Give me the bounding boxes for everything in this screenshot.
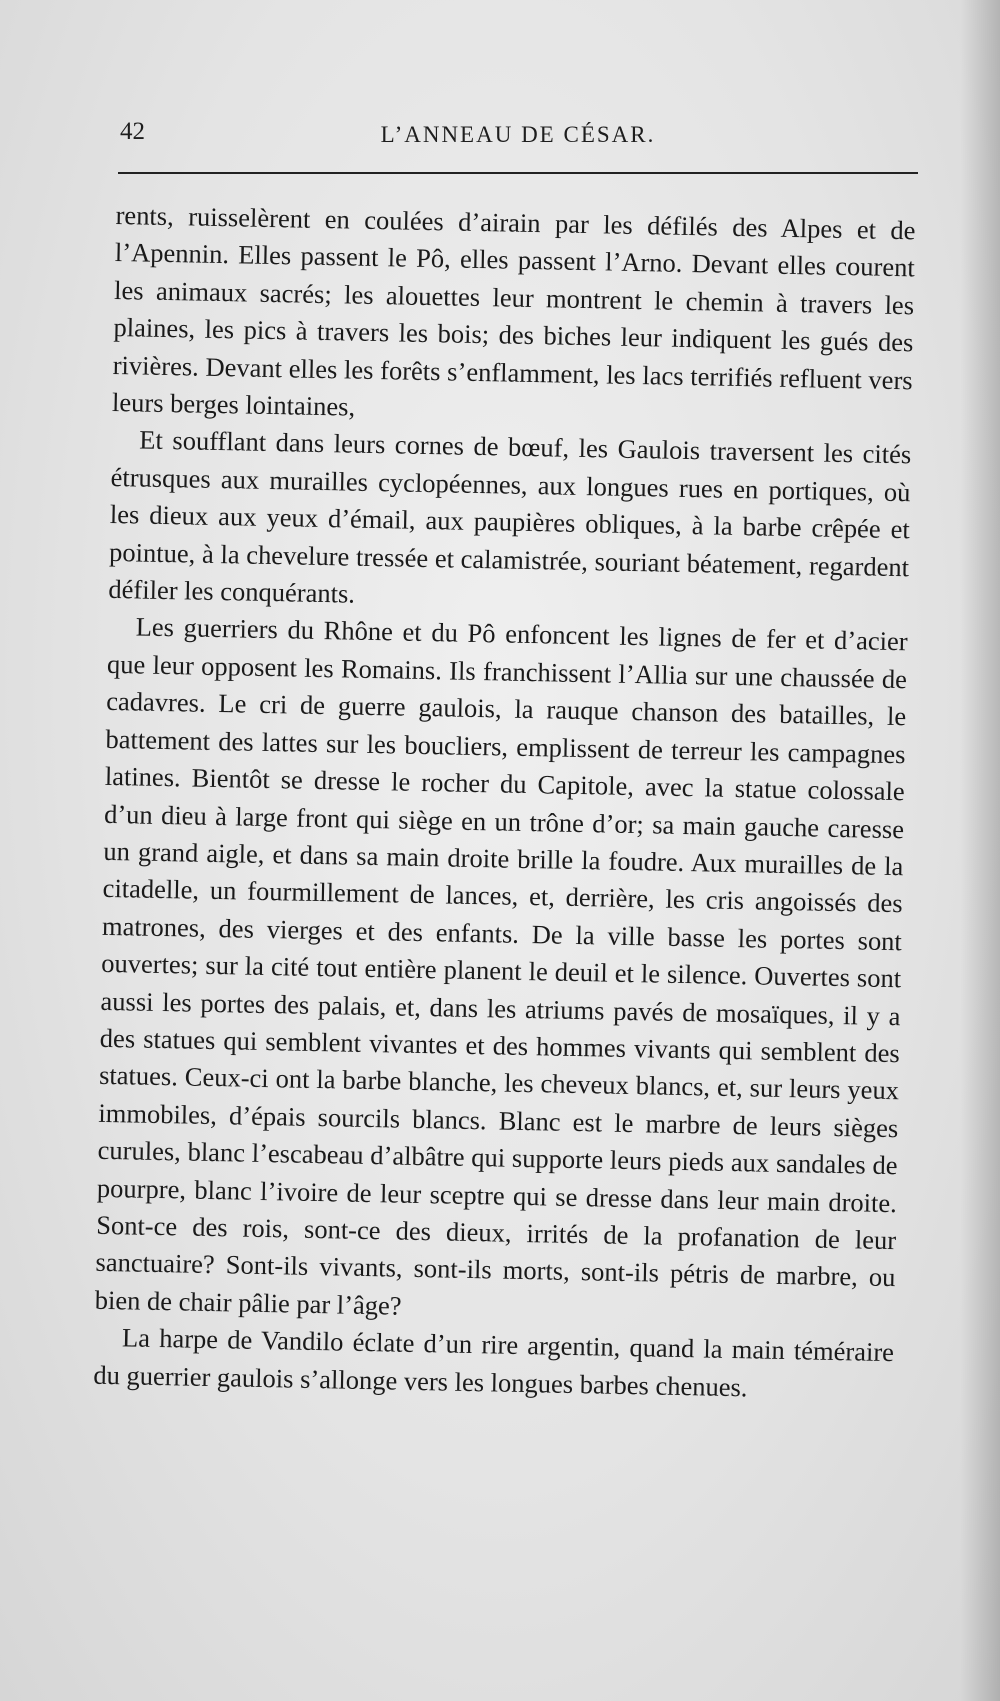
paragraph: rents, ruisselèrent en coulées d’airain par les défilés des Alpes et de l’Apennin. Elles passent le Pô, elles passent l’Arno. Devant elles courent les animaux sacrés; les alouettes leur montrent le chemin à travers les plaines, les pics à travers les bois; des biches leur indiquent les gués des rivières. Devant elles les forêts s’enflamment, les lacs terrifiés refluent vers leurs berges lointaines, (111, 199, 916, 422)
page-number: 42 (120, 118, 145, 145)
page-header (118, 118, 918, 158)
header-rule (118, 172, 918, 174)
body-text (93, 197, 916, 1409)
running-title: L’ANNEAU DE CÉSAR. (380, 122, 656, 147)
page-edge-shadow (960, 0, 1000, 1701)
paragraph: Les guerriers du Rhône et du Pô enfoncent les lignes de fer et d’acier que leur opposent les Romains. Ils franchissent l’Allia sur une chaussée de cadavres. Le cri de guerre gaulois, la rauque chanson des batailles, le battement des lattes sur les boucliers, emplissent de terreur les campagnes latines. Bientôt se dresse le rocher du Capitole, avec la statue colossale d’un dieu à large front qui siège en un trône d’or; sa main gauche caresse un grand aigle, et dans sa main droite brille la foudre. Aux murailles de la citadelle, un fourmillement de lances, et, derrière, les cris angoissés des matrones, des vierges et des enfants. De la ville basse les portes sont ouvertes; sur la cité tout entière planent le deuil et le silence. Ouvertes sont aussi les portes des palais, et, dans les atriums pavés de mosaïques, il y a des statues qui semblent vivantes et des hommes vivants qui semblent des statues. Ceux-ci ont la barbe blanche, les cheveux blancs, et, sur leurs yeux immobiles, d’épais sourcils blancs. Blanc est le marbre de leurs sièges curules, blanc l’escabeau d’albâtre qui supporte leurs pieds aux sandales de pourpre, blanc l’ivoire de leur sceptre qui se dresse dans leur main droite. Sont-ce des rois, sont-ce des dieux, irrités de la profanation de leur sanctuaire? Sont-ils vivants, sont-ils morts, sont-ils pétris de marbre, ou bien de chair pâlie par l’âge? (94, 611, 908, 1321)
paragraph: La harpe de Vandilo éclate d’un rire argentin, quand la main téméraire du guerrier gaulois s’allonge vers les longues barbes chenues. (93, 1322, 895, 1402)
paragraph: Et soufflant dans leurs cornes de bœuf, les Gaulois traversent les cités étrusques aux murailles cyclopéennes, aux longues rues en portiques, où les dieux aux yeux d’émail, aux paupières obliques, à la barbe crêpée et pointue, à la chevelure tressée et calamistrée, souriant béatement, regardent défiler les conquérants. (108, 424, 912, 609)
